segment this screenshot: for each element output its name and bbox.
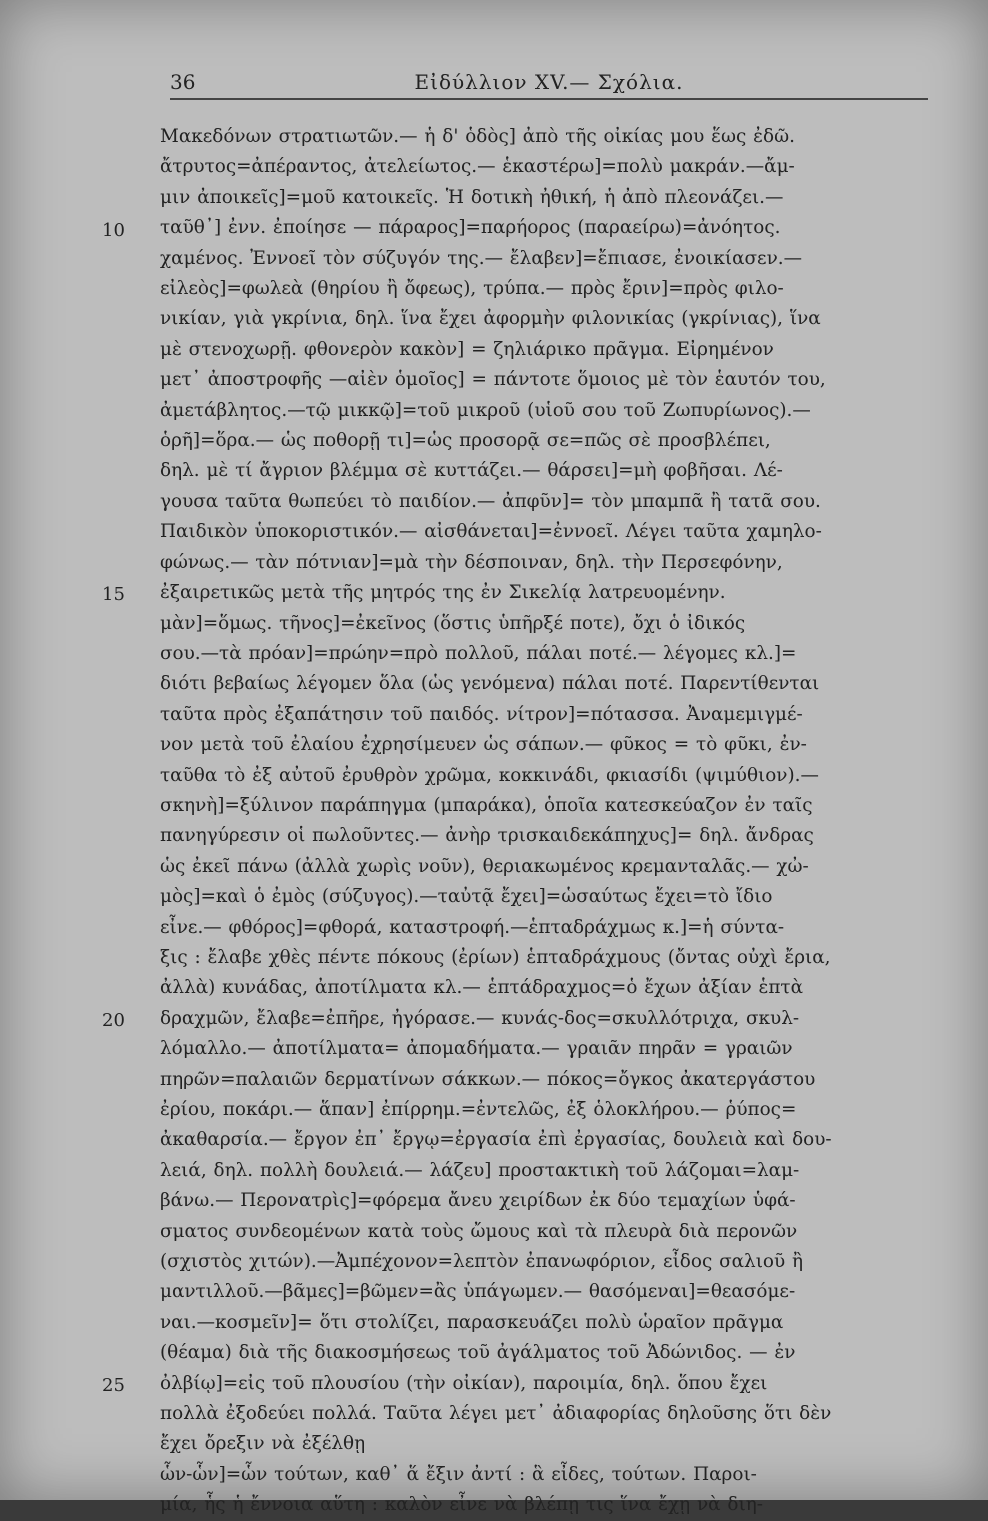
text-line: ἄτρυτος=ἀπέραντος, ἀτελείωτος.— ἑκαστέρω]=πολὺ μακράν.—ἄμ- <box>160 156 795 178</box>
text-line: μία, ἧς ἡ ἔννοια αὕτη : καλὸν εἶνε νὰ βλέπῃ τις ἵνα ἔχῃ νὰ διη- <box>160 1494 763 1516</box>
text-line: ὡς ἐκεῖ πάνω (ἀλλὰ χωρὶς νοῦν), θεριακωμένος κρεμανταλᾶς.— χὠ- <box>160 855 809 877</box>
text-line: λειά, δηλ. πολλὴ δουλειά.— λάζευ] προστακτικὴ τοῦ λάζομαι=λαμ- <box>160 1159 800 1181</box>
text-line: δραχμῶν, ἔλαβε=ἐπῆρε, ἠγόρασε.— κυνάς-δος=σκυλλότριχα, σκυλ- <box>160 1007 800 1029</box>
text-line: ταῦτα πρὸς ἐξαπάτησιν τοῦ παιδός. νίτρον]=πότασσα. Ἀναμεμιγμέ- <box>160 703 803 725</box>
margin-line-number: 20 <box>102 1010 125 1031</box>
text-line: πανηγύρεσιν οἱ πωλοῦντες.— ἀνὴρ τρισκαιδεκάπηχυς]= δηλ. ἄνδρας <box>160 825 814 847</box>
text-line: δηλ. μὲ τί ἄγριον βλέμμα σὲ κυττάζει.— θάρσει]=μὴ φοβῆσαι. Λέ- <box>160 460 783 482</box>
text-line: Μακεδόνων στρατιωτῶν.— ἡ δ' ὁδὸς] ἀπὸ τῆς οἰκίας μου ἕως ἐδῶ. <box>160 126 795 147</box>
text-line: νικίαν, γιὰ γκρίνια, δηλ. ἵνα ἔχει ἀφορμὴν φιλονικίας (γκρίνιας), ἵνα <box>160 308 821 330</box>
text-line: (σχιστὸς χιτών).—Ἀμπέχονον=λεπτὸν ἐπανωφόριον, εἶδος σαλιοῦ ἢ <box>160 1251 804 1273</box>
margin-line-number: 10 <box>102 219 125 241</box>
text-line: ἀκαθαρσία.— ἔργον ἐπ᾿ ἔργῳ=ἐργασία ἐπὶ ἐργασίας, δουλειὰ καὶ δου- <box>160 1129 832 1151</box>
text-line: πηρῶν=παλαιῶν δερματίνων σάκκων.— πόκος=ὄγκος ἀκατεργάστου <box>160 1068 816 1090</box>
text-line: ἐξαιρετικῶς μετὰ τῆς μητρός της ἐν Σικελίᾳ λατρευομένην. <box>160 582 726 604</box>
text-line: βάνω.— Περονατρὶς]=φόρεμα ἄνευ χειρίδων ἐκ δύο τεμαχίων ὑφά- <box>160 1190 796 1212</box>
text-line: σματος συνδεομένων κατὰ τοὺς ὤμους καὶ τὰ πλευρὰ διὰ περονῶν <box>160 1220 798 1242</box>
text-line: ὀλβίῳ]=εἰς τοῦ πλουσίου (τὴν οἰκίαν), παροιμία, δηλ. ὅπου ἔχει <box>160 1372 768 1394</box>
text-line: μὰν]=ὅμως. τῆνος]=ἐκεῖνος (ὅστις ὑπῆρξέ ποτε), ὄχι ὁ ἰδικός <box>160 612 746 634</box>
margin-line-number: 15 <box>102 584 125 606</box>
text-line: ὁρῆ]=ὅρα.— ὡς ποθορῇ τι]=ὡς προσορᾷ σε=πῶς σὲ προσβλέπει, <box>160 430 771 452</box>
text-line: ἀλλὰ) κυνάδας, ἀποτίλματα κλ.— ἑπτάδραχμος=ὁ ἔχων ἀξίαν ἑπτὰ <box>160 977 804 999</box>
text-line: διότι βεβαίως λέγομεν ὅλα (ὡς γενόμενα) πάλαι ποτέ. Παρεντίθενται <box>160 673 820 695</box>
text-line: μαντιλλοῦ.—βᾶμες]=βῶμεν=ἂς ὑπάγωμεν.— θασόμεναι]=θεασόμε- <box>160 1281 796 1303</box>
running-title: Εἰδύλλιον XV.— Σχόλια. <box>414 70 684 94</box>
text-line: εἶνε.— φθόρος]=φθορά, καταστροφή.—ἑπταδράχμως κ.]=ἡ σύντα- <box>160 916 785 938</box>
text-line: χαμένος. Ἐννοεῖ τὸν σύζυγόν της.— ἔλαβεν]=ἔπιασε, ἐνοικίασεν.— <box>160 247 802 269</box>
text-line: πολλὰ ἐξοδεύει πολλά. Ταῦτα λέγει μετ᾿ ἀδιαφορίας δηλοῦσης ὅτι δὲν <box>160 1403 832 1425</box>
text-line: ναι.—κοσμεῖν]= ὅτι στολίζει, παρασκευάζει πολὺ ὡραῖον πρᾶγμα <box>160 1311 784 1333</box>
text-line: ἀμετάβλητος.—τῷ μικκῷ]=τοῦ μικροῦ (υἱοῦ σου τοῦ Ζωπυρίωνος).— <box>160 399 811 421</box>
text-line: ἐρίου, ποκάρι.— ἅπαν] ἐπίρρημ.=ἐντελῶς, ἐξ ὁλοκλήρου.— ῥύπος= <box>160 1099 797 1120</box>
text-line: μιν ἀποικεῖς]=μοῦ κατοικεῖς. Ἡ δοτικὴ ἠθική, ἡ ἀπὸ πλεονάζει.— <box>160 186 784 208</box>
text-line: ταῦθ᾿] ἐνν. ἐποίησε — πάραρος]=παρήορος (παραείρω)=ἀνόητος. <box>160 217 781 239</box>
text-line: σκηνὴ]=ξύλινον παράπηγμα (μπαράκα), ὁποῖα κατεσκεύαζον ἐν ταῖς <box>160 794 813 816</box>
text-line: (θέαμα) διὰ τῆς διακοσμήσεως τοῦ ἀγάλματος τοῦ Ἀδώνιδος. — ἐν <box>160 1342 796 1364</box>
text-line: μὲ στενοχωρῇ. φθονερὸν κακὸν] = ζηλιάρικο πρᾶγμα. Εἰρημένον <box>160 338 774 360</box>
text-line: σου.—τὰ πρόαν]=πρώην=πρὸ πολλοῦ, πάλαι ποτέ.— λέγομες κλ.]= <box>160 642 797 664</box>
text-line: ὧν-ὧν]=ὧν τούτων, καθ᾿ ἅ ἔξιν ἀντί : ἃ εἶδες, τούτων. Παροι- <box>160 1463 757 1485</box>
text-line: μετ᾿ ἀποστροφῆς —αἰὲν ὁμοῖος] = πάντοτε ὅμοιος μὲ τὸν ἑαυτόν του, <box>160 369 826 391</box>
text-line: ταῦθα τὸ ἐξ αὐτοῦ ἐρυθρὸν χρῶμα, κοκκινάδι, φκιασίδι (ψιμύθιον).— <box>160 764 819 786</box>
text-line: μὸς]=καὶ ὁ ἐμὸς (σύζυγος).—ταὐτᾷ ἔχει]=ὡσαύτως ἔχει=τὸ ἴδιο <box>160 886 773 908</box>
page-header <box>170 64 928 100</box>
margin-line-number: 25 <box>102 1374 125 1396</box>
text-line: εἰλεὸς]=φωλεὰ (θηρίου ἢ ὄφεως), τρύπα.— πρὸς ἔριν]=πρὸς φιλο- <box>160 278 784 300</box>
commentary-text <box>160 122 932 1521</box>
text-line: λόμαλλο.— ἀποτίλματα= ἀπομαδήματα.— γραιᾶν πηρᾶν = γραιῶν <box>160 1038 793 1060</box>
text-line: Παιδικὸν ὑποκοριστικόν.— αἰσθάνεται]=ἐννοεῖ. Λέγει ταῦτα χαμηλο- <box>160 521 822 543</box>
page-number: 36 <box>170 70 196 94</box>
text-line: φώνως.— τὰν πότνιαν]=μὰ τὴν δέσποιναν, δηλ. τὴν Περσεφόνην, <box>160 551 783 573</box>
text-line: γουσα ταῦτα θωπεύει τὸ παιδίον.— ἀπφῦν]= τὸν μπαμπᾶ ἢ τατᾶ σου. <box>160 490 821 512</box>
text-line: ξις : ἔλαβε χθὲς πέντε πόκους (ἐρίων) ἑπταδράχμους (ὄντας οὐχὶ ἔρια, <box>160 946 831 968</box>
text-line: νον μετὰ τοῦ ἐλαίου ἐχρησίμευεν ὡς σάπων.— φῦκος = τὸ φῦκι, ἐν- <box>160 734 807 756</box>
text-line: ἔχει ὄρεξιν νὰ ἐξέλθῃ <box>160 1433 366 1455</box>
